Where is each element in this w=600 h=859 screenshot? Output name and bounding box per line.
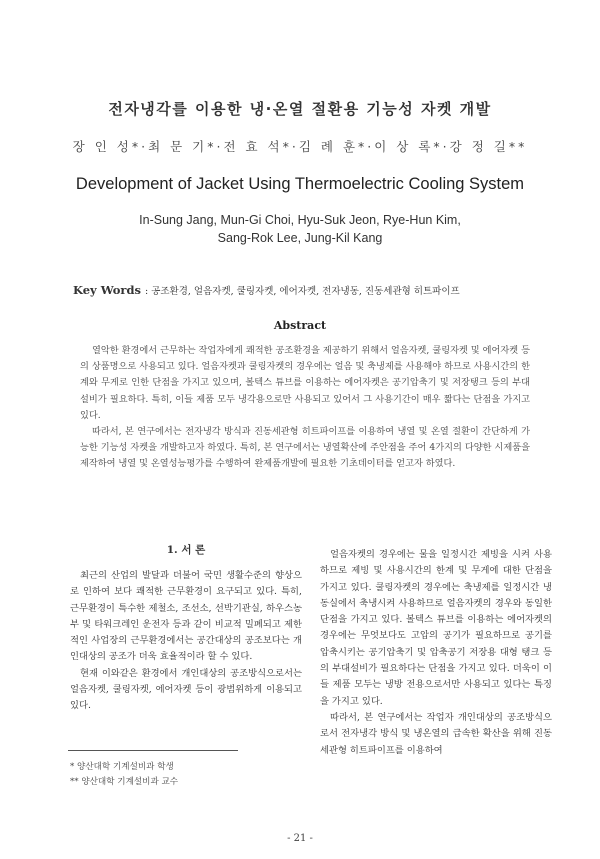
page-number: - 21 -	[287, 833, 313, 844]
english-authors-line-1: In-Sung Jang, Mun-Gi Choi, Hyu-Suk Jeon, Rye-Hun Kim,	[139, 213, 461, 227]
keywords	[73, 283, 543, 297]
section-heading-introduction: 1. 서 론	[166, 544, 206, 556]
abstract-paragraph-1: 열악한 환경에서 근무하는 작업자에게 쾌적한 공조환경을 제공하기 위해서 얼음자켓, 쿨링자켓 및 에어자켓 등의 상품명으로 사용되고 있다. 얼음자켓과 쿨링자켓의 경우에는 얼음 및 축냉제를 사용해야 하므로 사용시간의 한계와 무게로 인한 단점을 가지고 있으며, 볼텍스 튜브를 이용하는 에어자켓은 공기압축기 및 저장탱크 등의 부대설비가 필요하다. 특히, 이들 제품 모두 냉각용으로만 사용되고 있어서 그 사용기간이 매우 짧다는 단점을 가지고 있다.	[80, 345, 530, 421]
english-authors-line-2: Sang-Rok Lee, Jung-Kil Kang	[217, 231, 383, 245]
footnote-2: ** 양산대학 기계설비과 교수	[70, 777, 179, 787]
keywords-list: : 공조환경, 얼음자켓, 쿨링자켓, 에어자켓, 전자냉동, 진동세관형 히트파이프	[144, 286, 460, 297]
right-column	[320, 547, 552, 759]
keywords-label: Key Words	[73, 283, 141, 297]
footnote-1: * 양산대학 기계설비과 학생	[70, 762, 174, 772]
left-column	[70, 568, 302, 715]
footnote-divider	[68, 750, 238, 751]
english-authors	[0, 211, 600, 247]
left-paragraph-1: 최근의 산업의 발달과 더불어 국민 생활수준의 향상으로 인하여 보다 쾌적한 근무환경이 요구되고 있다. 특히, 근무환경이 특수한 제철소, 조선소, 선박기관실, 하우스농부 및 타워크레인 운전자 등과 같이 비교적 밀폐되고 제한적인 사업장의 근무환경에서는 공간대상의 공조보다는 개인대상의 공조가 더욱 효율적이라 할 수 있다.	[70, 570, 302, 663]
right-paragraph-2: 따라서, 본 연구에서는 작업자 개인대상의 공조방식으로서 전자냉각 방식 및 냉온열의 급속한 확산을 위해 진동세관형 히트파이프를 이용하여	[320, 711, 552, 756]
left-paragraph-2: 현재 이와같은 환경에서 개인대상의 공조방식으로서는 얼음자켓, 쿨링자켓, 에어자켓 등이 광범위하게 이용되고 있다.	[70, 667, 302, 712]
abstract-heading: Abstract	[273, 319, 327, 332]
abstract-body	[80, 343, 530, 473]
korean-authors: 장 인 성*·최 문 기*·전 효 석*·김 례 훈*·이 상 록*·강 정 길**	[72, 139, 528, 154]
footnotes	[70, 760, 302, 790]
right-paragraph-1: 얼음자켓의 경우에는 물을 일정시간 제빙을 시켜 사용하므로 제빙 및 사용시간의 한계 및 무게에 대한 단점을 가지고 있다. 쿨링자켓의 경우에는 축냉제를 일정시간 냉동실에서 축냉시켜 사용하므로 얼음자켓의 경우와 동일한 단점을 가지고 있다. 볼텍스 튜브를 이용하는 에어자켓의 경우에는 무엇보다도 고압의 공기가 필요하므로 공기를 압축시키는 공기압축기 및 압축공기 저장용 대형 탱크 등의 부대설비가 필요하다는 단점을 가지고 있다. 더욱이 이들 제품 모두는 냉방 전용으로서만 사용되고 있다는 특징을 가지고 있다.	[320, 549, 552, 707]
korean-title: 전자냉각를 이용한 냉·온열 절환용 기능성 자켓 개발	[108, 100, 492, 118]
english-title: Development of Jacket Using Thermoelectric Cooling System	[75, 175, 525, 193]
abstract-paragraph-2: 따라서, 본 연구에서는 전자냉각 방식과 진동세관형 히트파이프를 이용하여 냉열 및 온열 절환이 간단하게 가능한 기능성 자켓을 개발하고자 하였다. 특히, 본 연구에서는 냉열확산에 주안점을 주어 4가지의 다양한 시제품을 제작하여 냉열 및 온열성능평가를 수행하여 완제품개발에 필요한 기초데이터를 얻고자 하였다.	[80, 426, 530, 470]
